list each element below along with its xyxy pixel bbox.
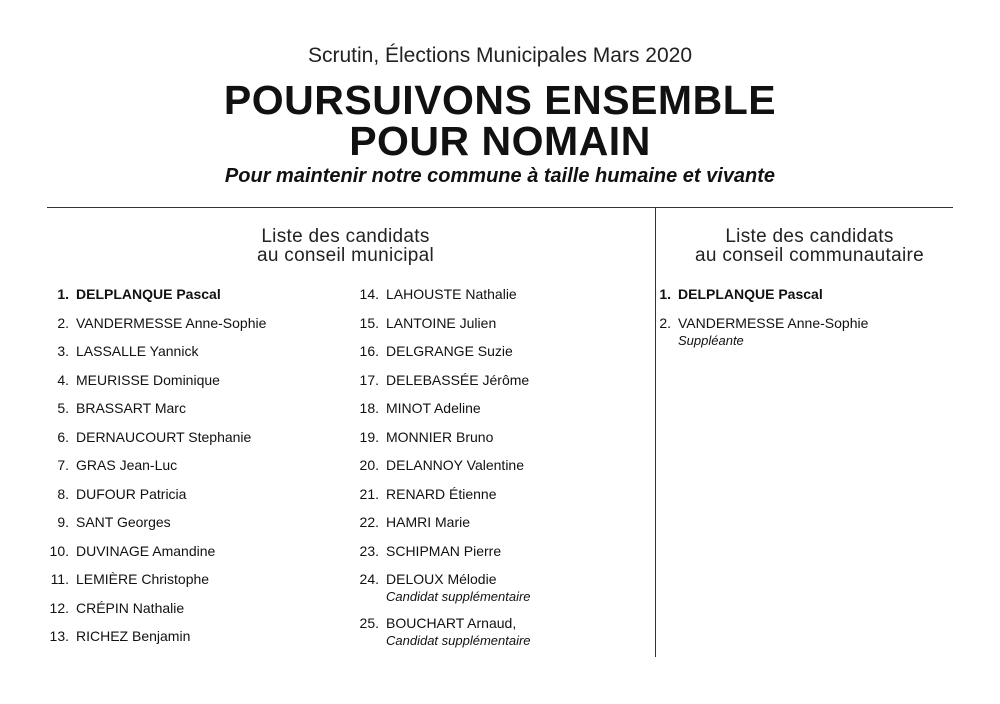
page-title xyxy=(0,77,1000,164)
candidate-number: 11. xyxy=(50,571,69,587)
candidate-number: 19. xyxy=(359,428,379,445)
candidate-name: LAHOUSTE Nathalie xyxy=(386,286,517,302)
candidate-name: MONNIER Bruno xyxy=(386,428,494,445)
candidate-name: LASSALLE Yannick xyxy=(76,343,199,359)
candidate-number: 3. xyxy=(57,343,69,359)
candidate-number: 17. xyxy=(359,371,379,388)
candidate-name: DELPLANQUE Pascal xyxy=(678,286,823,302)
candidate-number: 2. xyxy=(57,314,69,331)
candidate-number: 24. xyxy=(359,571,379,587)
candidate-note: Suppléante xyxy=(678,332,744,348)
candidate-name: LANTOINE Julien xyxy=(386,314,497,331)
candidate-number: 18. xyxy=(359,400,379,416)
candidate-number: 16. xyxy=(359,343,379,359)
candidate-name: DUFOUR Patricia xyxy=(76,485,187,502)
candidate-number: 6. xyxy=(57,428,69,445)
election-subtitle: Scrutin, Élections Municipales Mars 2020 xyxy=(307,44,692,67)
candidate-name: DELANNOY Valentine xyxy=(386,457,524,473)
candidate-name: BRASSART Marc xyxy=(76,400,186,416)
candidate-number: 7. xyxy=(57,457,69,473)
communautaire-heading-line-2: au conseil communautaire xyxy=(695,245,924,266)
title-line-2: POUR NOMAIN xyxy=(349,118,651,164)
candidate-note: Candidat supplémentaire xyxy=(386,633,531,648)
candidate-name: RICHEZ Benjamin xyxy=(76,628,191,644)
candidate-number: 14. xyxy=(359,286,379,302)
candidate-number: 1. xyxy=(659,286,671,302)
candidate-name: SCHIPMAN Pierre xyxy=(386,542,502,559)
vertical-divider xyxy=(655,207,656,657)
candidate-name: VANDERMESSE Anne-Sophie xyxy=(76,314,267,331)
candidate-number: 9. xyxy=(57,514,69,530)
candidate-name: GRAS Jean-Luc xyxy=(76,457,178,473)
candidate-number: 20. xyxy=(359,457,379,473)
candidate-number: 2. xyxy=(659,314,671,331)
candidate-name: LEMIÈRE Christophe xyxy=(76,571,210,587)
horizontal-divider xyxy=(47,207,953,208)
candidate-name: CRÉPIN Nathalie xyxy=(76,599,185,616)
candidate-number: 1. xyxy=(57,286,69,302)
candidate-number: 21. xyxy=(359,485,379,502)
candidate-number: 15. xyxy=(359,314,379,331)
candidate-number: 25. xyxy=(359,615,379,631)
candidate-note: Candidat supplémentaire xyxy=(386,589,531,604)
candidate-number: 5. xyxy=(57,400,69,416)
municipal-heading-line-1: Liste des candidats xyxy=(261,226,430,247)
candidate-number: 8. xyxy=(57,485,69,502)
candidate-name: MEURISSE Dominique xyxy=(76,371,220,388)
candidate-number: 4. xyxy=(57,371,69,388)
candidate-name: BOUCHART Arnaud, xyxy=(386,615,517,631)
tagline: Pour maintenir notre commune à taille humaine et vivante xyxy=(224,165,776,187)
candidate-name: DERNAUCOURT Stephanie xyxy=(76,428,252,445)
municipal-heading xyxy=(47,227,644,265)
candidate-name: DELEBASSÉE Jérôme xyxy=(386,371,530,388)
candidate-name: DELPLANQUE Pascal xyxy=(76,286,221,302)
candidate-name: DUVINAGE Amandine xyxy=(76,542,216,559)
candidate-name: DELGRANGE Suzie xyxy=(386,343,513,359)
candidate-number: 23. xyxy=(359,542,379,559)
candidate-number: 10. xyxy=(49,542,69,559)
candidate-name: VANDERMESSE Anne-Sophie xyxy=(678,314,869,331)
communautaire-heading-line-1: Liste des candidats xyxy=(725,226,894,247)
candidate-name: HAMRI Marie xyxy=(386,514,471,530)
title-line-1: POURSUIVONS ENSEMBLE xyxy=(223,77,777,123)
candidate-number: 13. xyxy=(49,628,69,644)
candidate-number: 12. xyxy=(49,599,69,616)
candidate-name: SANT Georges xyxy=(76,514,171,530)
candidate-name: DELOUX Mélodie xyxy=(386,571,497,587)
candidate-number: 22. xyxy=(359,514,379,530)
candidate-name: RENARD Étienne xyxy=(386,485,497,502)
communautaire-heading xyxy=(656,227,963,265)
candidate-name: MINOT Adeline xyxy=(386,400,481,416)
municipal-heading-line-2: au conseil municipal xyxy=(256,245,435,266)
